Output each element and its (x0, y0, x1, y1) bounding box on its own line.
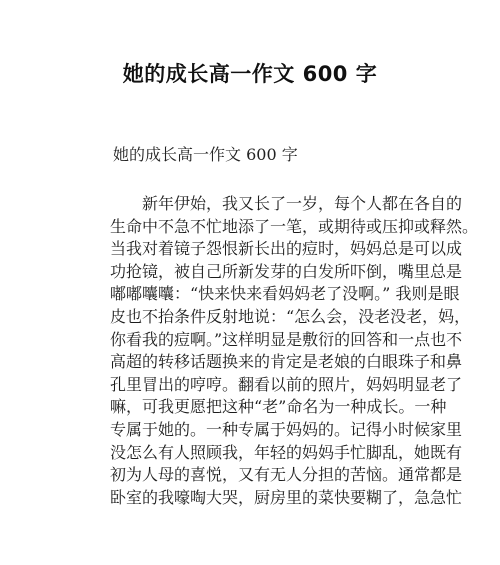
text-line: 新年伊始，我又长了一岁，每个人都在各自的 (142, 194, 463, 213)
page-title: 她的成长高一作文 600 字 (122, 62, 378, 86)
text-line: 功抢镜，被自己所新发芽的白发所吓倒，嘴里总是 (110, 261, 463, 281)
text-line: 专属于她的。一种专属于妈妈的。记得小时候家里 (110, 419, 463, 439)
text-line: 没怎么有人照顾我，年轻的妈妈手忙脚乱，她既有 (110, 442, 463, 462)
text-line: 生命中不急不忙地添了一笔，或期待或压抑或释然。 (110, 216, 479, 236)
text-line: 嘛，可我更愿把这种“老”命名为一种成长。一种 (110, 397, 447, 417)
text-line: 皮也不抬条件反射地说：“怎么会，没老没老，妈， (110, 306, 471, 326)
article-body (110, 193, 479, 509)
text-line: 你看我的痘啊。”这样明显是敷衍的回答和一点也不 (110, 329, 463, 349)
text-line: 初为人母的喜悦，又有无人分担的苦恼。通常都是 (110, 465, 463, 485)
text-line: 高超的转移话题换来的肯定是老娘的白眼珠子和鼻 (110, 352, 463, 372)
document-subtitle: 她的成长高一作文 600 字 (113, 145, 298, 164)
text-line: 当我对着镜子怨恨新长出的痘时，妈妈总是可以成 (110, 239, 463, 259)
text-line: 孔里冒出的哼哼。翻看以前的照片，妈妈明显老了 (110, 374, 463, 394)
text-line: 卧室的我嚎啕大哭，厨房里的菜快要糊了，急急忙 (110, 487, 463, 507)
text-line: 嘟嘟囔囔：“快来快来看妈妈老了没啊。” 我则是眼 (110, 284, 460, 304)
